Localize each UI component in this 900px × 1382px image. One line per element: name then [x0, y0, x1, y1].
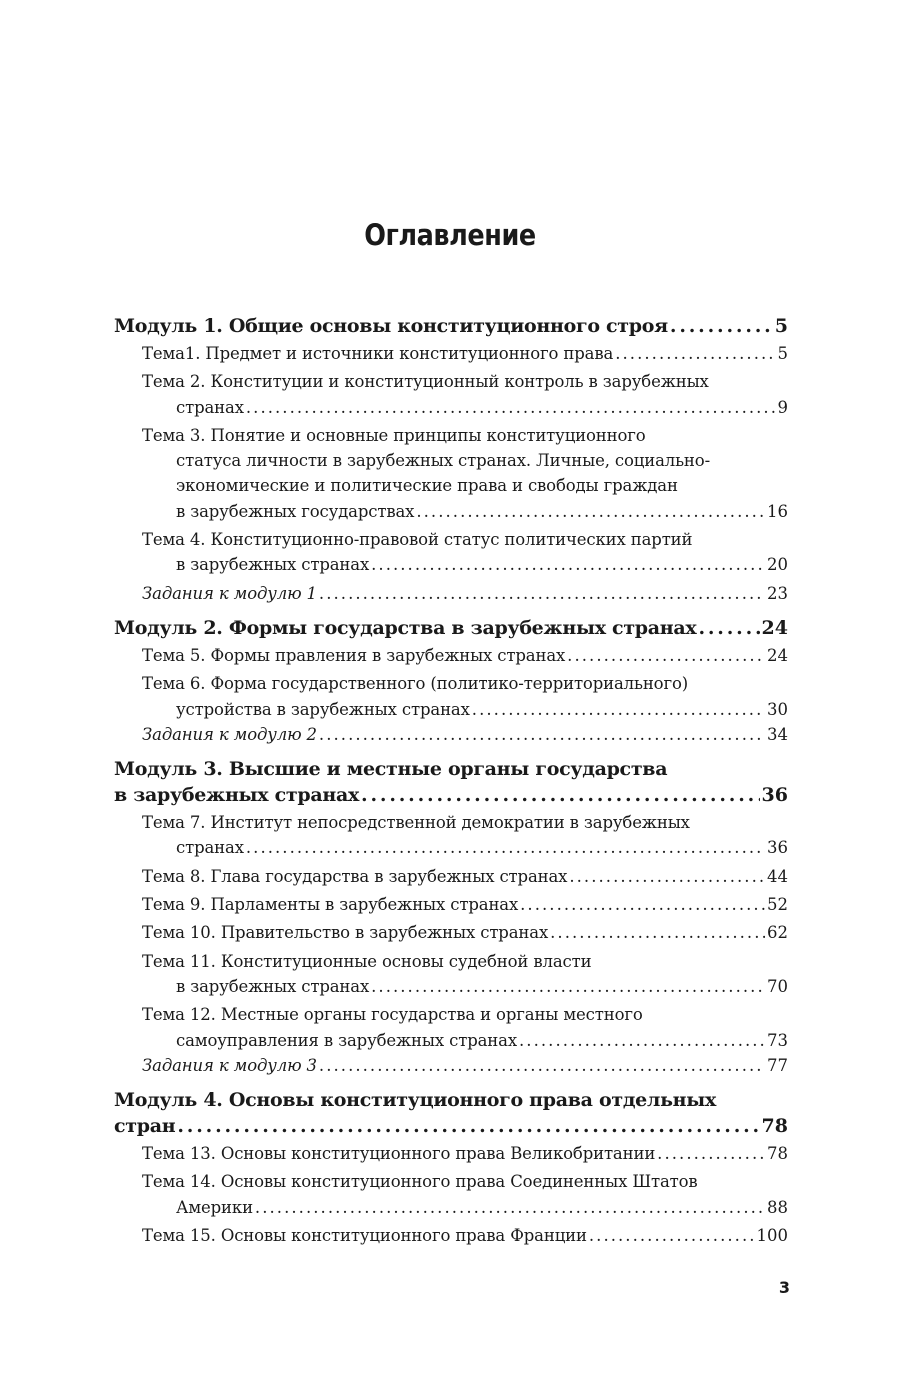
toc-page-number: 16 [767, 501, 788, 521]
dot-leader [246, 835, 765, 860]
toc-entry-title: Задания к модулю 3 [142, 1055, 317, 1075]
toc-topic-15[interactable] [114, 1223, 788, 1248]
toc-page-number: 34 [767, 724, 788, 744]
dot-leader [371, 552, 765, 577]
toc-entry-title-cont: экономические и политические права и свободы граждан [176, 476, 678, 496]
toc-page-number: 23 [767, 583, 788, 603]
toc-tasks-1[interactable] [114, 581, 788, 606]
toc-entry-title: Тема 7. Институт непосредственной демократии в зарубежных [142, 813, 690, 833]
toc-page-number: 9 [777, 397, 788, 417]
toc-page-number: 44 [767, 866, 788, 886]
toc-topic-10[interactable] [114, 920, 788, 945]
toc-entry-title-cont: в зарубежных странах [176, 976, 370, 996]
toc-entry-title-cont: Америки [176, 1197, 253, 1217]
dot-leader [319, 722, 765, 747]
toc-page-number: 73 [767, 1030, 788, 1050]
toc-topic-5[interactable] [114, 643, 788, 668]
toc-entry-title-cont: самоуправления в зарубежных странах [176, 1030, 517, 1050]
dot-leader [319, 1053, 765, 1078]
dot-leader [371, 974, 765, 999]
toc-page-number: 5 [774, 315, 788, 337]
toc-page-number: 20 [767, 555, 788, 575]
toc-entry-title: Модуль 1. Общие основы конституционного строя [114, 315, 668, 337]
dot-leader [255, 1195, 765, 1220]
toc-topic-12[interactable] [114, 1002, 788, 1053]
dot-leader [319, 581, 765, 606]
toc-page-number: 88 [767, 1197, 788, 1217]
toc-topic-3[interactable] [114, 423, 788, 524]
dot-leader [569, 864, 765, 889]
toc-module-2[interactable] [114, 615, 788, 641]
toc-topic-2[interactable] [114, 369, 788, 420]
toc-entry-title: Тема 6. Форма государственного (политико-территориального) [142, 674, 689, 694]
toc-page-number: 5 [777, 344, 788, 363]
page-number: 3 [778, 1278, 790, 1297]
dot-leader [589, 1223, 755, 1248]
toc-entry-title: Тема 12. Местные органы государства и органы местного [142, 1005, 643, 1025]
toc-topic-1[interactable] [114, 341, 788, 366]
toc-entry-title: Тема 8. Глава государства в зарубежных странах [142, 866, 568, 886]
toc-topic-13[interactable] [114, 1141, 788, 1166]
toc-page-number: 24 [761, 616, 788, 639]
toc-page-number: 78 [767, 1144, 788, 1164]
toc-entry-title-cont: странах [176, 397, 244, 417]
toc-page-number: 62 [767, 923, 788, 943]
toc-entry-title: Модуль 4. Основы конституционного права отдельных [114, 1089, 717, 1112]
dot-leader [246, 395, 776, 420]
dot-leader [670, 313, 773, 339]
toc-entry-title: Тема 9. Парламенты в зарубежных странах [142, 895, 519, 915]
toc-topic-14[interactable] [114, 1169, 788, 1220]
toc-page-number: 100 [756, 1226, 788, 1246]
toc-entry-title-cont: в зарубежных государствах [176, 501, 415, 521]
dot-leader [361, 782, 760, 808]
dot-leader [567, 643, 765, 668]
toc-entry-title: Тема 4. Конституционно-правовой статус политических партий [142, 530, 693, 550]
dot-leader [550, 920, 765, 945]
toc-entry-title: Тема 10. Правительство в зарубежных странах [142, 923, 549, 943]
toc-entry-title: Тема 15. Основы конституционного права Франции [142, 1226, 587, 1246]
toc-entry-title: Тема1. Предмет и источники конституционного права [142, 344, 614, 363]
toc-page-number: 30 [767, 699, 788, 719]
dot-leader [615, 341, 775, 366]
toc-entry-title: Тема 2. Конституции и конституционный контроль в зарубежных [142, 372, 709, 392]
toc-entry-title: Модуль 3. Высшие и местные органы государства [114, 758, 668, 781]
toc-page-number: 24 [767, 645, 788, 665]
toc-page-number: 77 [767, 1055, 788, 1075]
toc-topic-8[interactable] [114, 864, 788, 889]
dot-leader [520, 892, 765, 917]
dot-leader [519, 1028, 765, 1053]
toc-entry-title: Тема 14. Основы конституционного права Соединенных Штатов [142, 1172, 698, 1192]
toc-page-number: 52 [767, 895, 788, 915]
toc-entry-title: Тема 11. Конституционные основы судебной власти [142, 951, 592, 971]
toc-entry-title-cont: статуса личности в зарубежных странах. Личные, социально- [176, 451, 710, 471]
table-of-contents [114, 313, 788, 1248]
toc-page-number: 36 [767, 838, 788, 858]
toc-module-4[interactable] [114, 1087, 788, 1139]
toc-tasks-2[interactable] [114, 722, 788, 747]
toc-entry-title-cont: стран [114, 1115, 176, 1138]
toc-page-number: 36 [761, 784, 788, 807]
toc-page-number: 70 [767, 976, 788, 996]
toc-entry-title: Тема 5. Формы правления в зарубежных странах [142, 645, 566, 665]
toc-topic-4[interactable] [114, 527, 788, 578]
toc-entry-title: Задания к модулю 2 [142, 724, 317, 744]
toc-entry-title: Тема 13. Основы конституционного права Великобритании [142, 1144, 656, 1164]
toc-topic-7[interactable] [114, 810, 788, 861]
toc-entry-title-cont: в зарубежных странах [114, 784, 360, 807]
toc-topic-11[interactable] [114, 949, 788, 1000]
toc-entry-title: Задания к модулю 1 [142, 583, 317, 603]
dot-leader [416, 499, 765, 524]
toc-module-3[interactable] [114, 756, 788, 808]
toc-topic-9[interactable] [114, 892, 788, 917]
toc-topic-6[interactable] [114, 671, 788, 722]
toc-tasks-3[interactable] [114, 1053, 788, 1078]
toc-page-number: 78 [761, 1115, 788, 1138]
dot-leader [177, 1113, 759, 1139]
toc-entry-title-cont: странах [176, 838, 244, 858]
dot-leader [698, 615, 759, 641]
toc-entry-title: Тема 3. Понятие и основные принципы конституционного [142, 425, 646, 445]
toc-entry-title-cont: в зарубежных странах [176, 555, 370, 575]
dot-leader [657, 1141, 765, 1166]
toc-module-1[interactable] [114, 313, 788, 339]
dot-leader [472, 697, 765, 722]
toc-entry-title: Модуль 2. Формы государства в зарубежных странах [114, 616, 697, 639]
toc-entry-title-cont: устройства в зарубежных странах [176, 699, 470, 719]
page-title: Оглавление [364, 218, 536, 252]
